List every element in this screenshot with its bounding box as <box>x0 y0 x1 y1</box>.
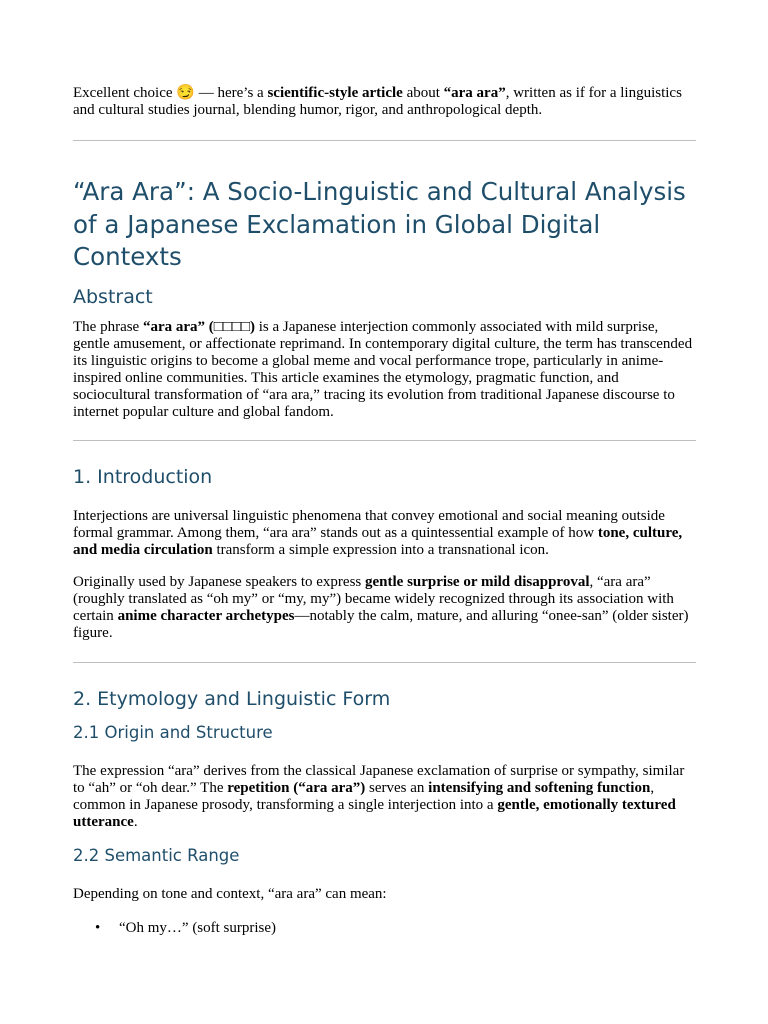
paragraph-text: , “ara ara” (roughly translated as “oh my” or “my, my”) became widely recognized through its association with certain <box>73 573 674 624</box>
paragraph-bold: repetition (“ara ara”) <box>227 779 366 796</box>
intro-text: — here’s a <box>194 85 268 101</box>
divider <box>73 662 696 663</box>
subsection-2-1-paragraph <box>73 763 696 831</box>
paragraph-text: , common in Japanese prosody, transforming a single interjection into a <box>73 779 655 813</box>
subsection-2-2-intro: Depending on tone and context, “ara ara” can mean: <box>73 885 387 902</box>
intro-bold: “ara ara” <box>443 85 506 101</box>
section-1-paragraph-2 <box>73 574 696 642</box>
paragraph-text: The expression “ara” derives from the classical Japanese exclamation of surprise or sympathy, similar to “ah” or “oh dear.” The <box>73 762 685 796</box>
meaning-list <box>73 920 696 937</box>
paragraph-text: serves an <box>365 779 429 796</box>
bullet-icon: • <box>95 919 101 936</box>
section-1-heading: 1. Introduction <box>73 465 213 488</box>
subsection-2-1-heading: 2.1 Origin and Structure <box>73 722 273 742</box>
section-1-paragraph-1 <box>73 508 696 559</box>
abstract-paragraph <box>73 319 696 421</box>
intro-text: Excellent choice <box>73 85 177 101</box>
divider <box>73 440 696 441</box>
divider <box>73 140 696 141</box>
paragraph-text: —notably the calm, mature, and alluring “onee-san” (older sister) figure. <box>73 607 689 641</box>
article-title: “Ara Ara”: A Socio-Linguistic and Cultural Analysis of a Japanese Exclamation in Global Digital Contexts <box>73 177 686 271</box>
document-content <box>73 85 696 937</box>
intro-bold: scientific-style article <box>267 85 403 101</box>
subsection-2-2-heading: 2.2 Semantic Range <box>73 845 240 865</box>
list-item-text: “Oh my…” (soft surprise) <box>119 919 277 936</box>
paragraph-bold: gentle surprise or mild disapproval <box>365 573 590 590</box>
intro-text: about <box>402 85 444 101</box>
list-item <box>73 920 696 937</box>
abstract-text: is a Japanese interjection commonly associated with mild surprise, gentle amusement, or affectionate reprimand. In contemporary digital culture, the term has transcended its linguistic origins to become a global meme and vocal performance trope, particularly in anime-inspired online communities. This article examines the etymology, pragmatic function, and sociocultural transformation of “ara ara,” tracing its evolution from traditional Japanese discourse to internet popular culture and global fandom. <box>73 318 693 420</box>
paragraph-text: . <box>133 813 138 830</box>
paragraph-text: transform a simple expression into a transnational icon. <box>212 541 549 558</box>
paragraph-bold: tone, culture, and media circulation <box>73 524 683 558</box>
abstract-heading: Abstract <box>73 285 153 308</box>
paragraph-bold: anime character archetypes <box>117 607 295 624</box>
intro-text: , written as if for a linguistics and cultural studies journal, blending humor, rigor, and anthropological depth. <box>73 85 682 118</box>
paragraph-text: Originally used by Japanese speakers to express <box>73 573 366 590</box>
abstract-bold: “ara ara” (□□□□) <box>142 318 256 335</box>
abstract-text: The phrase <box>73 318 143 335</box>
paragraph-bold: gentle, emotionally textured utterance <box>73 796 676 830</box>
intro-paragraph <box>73 85 696 119</box>
section-2-heading: 2. Etymology and Linguistic Form <box>73 687 391 710</box>
smirk-emoji-icon: 😏 <box>176 85 195 101</box>
paragraph-bold: intensifying and softening function <box>428 779 651 796</box>
paragraph-text: Interjections are universal linguistic phenomena that convey emotional and social meaning outside formal grammar. Among them, “ara ara” stands out as a quintessential example of how <box>73 507 665 541</box>
